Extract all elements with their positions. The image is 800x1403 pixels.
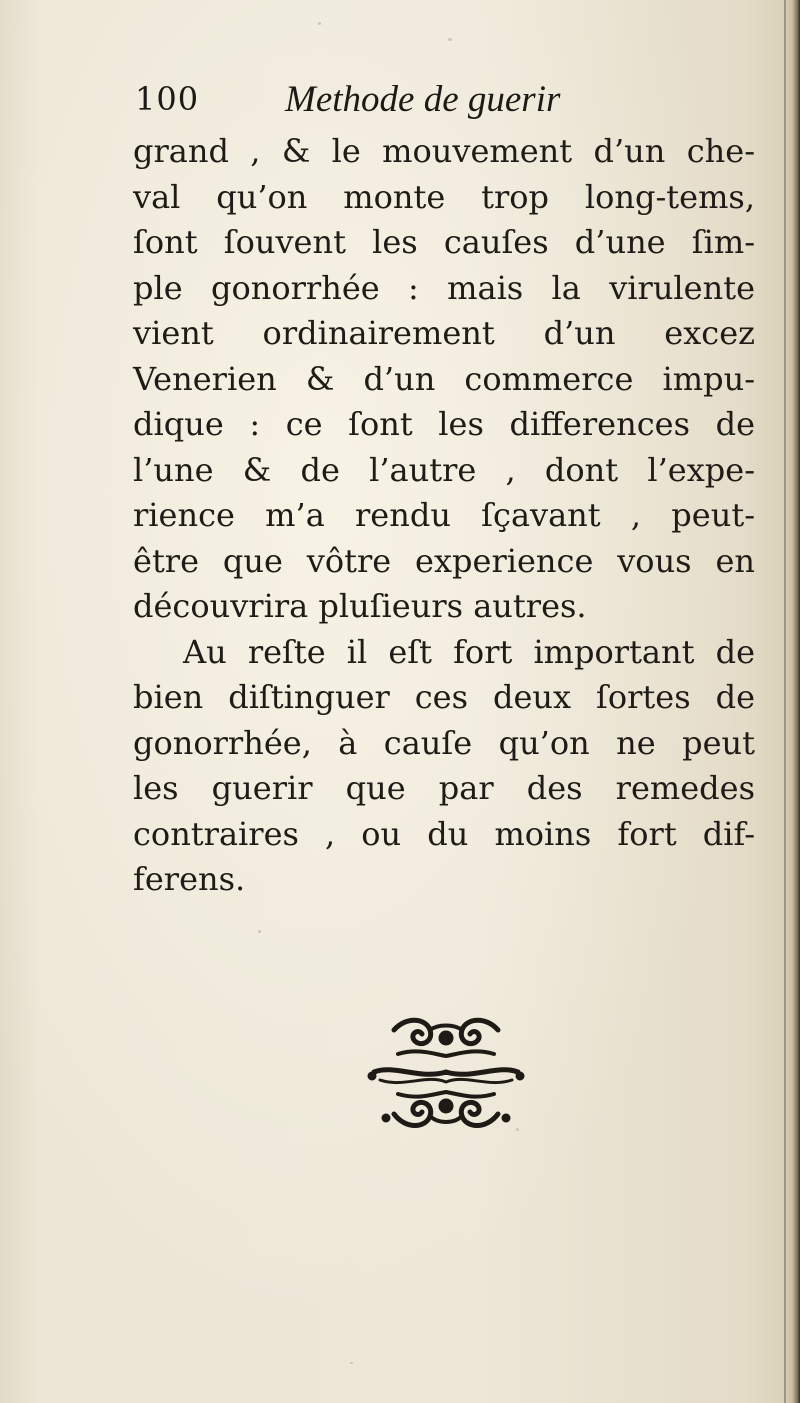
body-text: [133, 129, 755, 903]
text-line: contraires , ou du moins fort dif-: [133, 814, 755, 853]
text-line: ple gonorrhée : mais la virulente: [133, 268, 755, 307]
page-edge-shadow: [784, 0, 800, 1403]
text-line: ſont ſouvent les cauſes d’une ſim-: [133, 223, 755, 261]
text-line: rience m’a rendu ſçavant , peut-: [133, 496, 755, 534]
page-edge-line: [784, 0, 786, 1403]
text-line: Au reſte il eſt fort important de: [183, 632, 755, 671]
text-line: dique : ce ſont les differences de: [133, 405, 755, 443]
text-line: gonorrhée, à cauſe qu’on ne peut: [133, 723, 755, 762]
page-header: [135, 80, 755, 124]
text-line: les guerir que par des remedes: [133, 769, 755, 807]
text-line: grand , & le mouvement d’un che-: [133, 132, 755, 170]
fleuron-ornament-icon: [364, 1010, 528, 1140]
paper-speck: [350, 1362, 353, 1364]
text-line: l’une & de l’autre , dont l’expe-: [133, 450, 755, 489]
text-line: Venerien & d’un commerce impu-: [133, 359, 755, 398]
text-line: bien diſtinguer ces deux ſortes de: [133, 678, 755, 716]
text-line: être que vôtre experience vous en: [133, 541, 755, 580]
paper-speck: [318, 22, 321, 25]
paper-speck: [258, 930, 261, 933]
text-line: découvrira pluſieurs autres.: [133, 587, 587, 625]
text-line: vient ordinairement d’un excez: [133, 314, 755, 352]
page-number: 100: [135, 80, 200, 118]
text-line: val qu’on monte trop long-tems,: [133, 177, 755, 216]
paper-speck: [448, 38, 452, 41]
text-line: ferens.: [133, 860, 246, 898]
running-head: Methode de guerir: [285, 79, 561, 120]
